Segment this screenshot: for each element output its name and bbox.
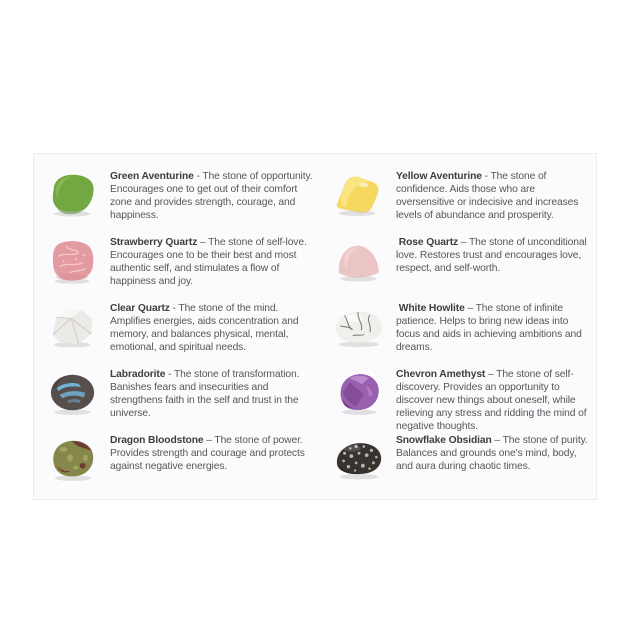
entry-rose-quartz bbox=[330, 234, 596, 300]
stone-meaning-text: The stone of transformation. Banishes fears and insecurities and strengthens faith in the self and trust in the universe. bbox=[110, 369, 300, 419]
clear-quartz-photo bbox=[44, 302, 102, 352]
dash-separator: – bbox=[197, 237, 209, 248]
rose-quartz-photo bbox=[330, 236, 388, 286]
stone-name: Clear Quartz bbox=[110, 303, 170, 314]
stone-name: Rose Quartz bbox=[396, 237, 459, 248]
chevron-amethyst-photo bbox=[330, 368, 388, 418]
strawberry-quartz-stone-image bbox=[44, 236, 102, 286]
dash-separator: - bbox=[193, 171, 203, 182]
stone-name: Labradorite bbox=[110, 369, 166, 380]
entry-chevron-amethyst bbox=[330, 366, 596, 432]
dash-separator: – bbox=[464, 303, 476, 314]
entry-white-howlite bbox=[330, 300, 596, 366]
stone-meaning-text: The stone of infinite patience. Helps to bring new ideas into focus and aids in achieving ambitions and dreams. bbox=[396, 303, 582, 353]
labradorite-photo bbox=[44, 368, 102, 418]
dash-separator: - bbox=[169, 303, 179, 314]
strawberry-quartz-photo bbox=[44, 236, 102, 286]
stone-description-block bbox=[110, 434, 314, 473]
stone-name: Dragon Bloodstone bbox=[110, 435, 204, 446]
crystal-meanings-card bbox=[33, 153, 597, 500]
stone-meaning-text: The stone of self-love. Encourages one to be their best and most authentic self, and stimulates a flow of happiness and joy. bbox=[110, 237, 307, 287]
white-howlite-stone-image bbox=[330, 302, 388, 352]
stone-name: Green Aventurine bbox=[110, 171, 194, 182]
entry-strawberry-quartz bbox=[44, 234, 316, 300]
dash-separator: – bbox=[203, 435, 215, 446]
stone-description-block bbox=[396, 236, 588, 275]
stone-description-block bbox=[110, 236, 314, 288]
stone-description-block bbox=[396, 170, 588, 222]
entry-clear-quartz bbox=[44, 300, 316, 366]
dash-separator: – bbox=[485, 369, 497, 380]
stone-name: Strawberry Quartz bbox=[110, 237, 198, 248]
white-howlite-photo bbox=[330, 302, 388, 352]
stone-meaning-text: The stone of power. Provides strength and courage and protects against negative energies. bbox=[110, 435, 305, 472]
chevron-amethyst-stone-image bbox=[330, 368, 388, 418]
stone-description-block bbox=[110, 302, 314, 354]
dragon-bloodstone-stone-image bbox=[44, 434, 102, 484]
stone-description-block bbox=[110, 170, 314, 222]
stone-description-block bbox=[396, 368, 588, 433]
clear-quartz-stone-image bbox=[44, 302, 102, 352]
stone-meaning-text: The stone of purity. Balances and grounds one's mind, body, and aura during chaotic times. bbox=[396, 435, 588, 472]
yellow-aventurine-photo bbox=[330, 170, 388, 220]
stone-description-block bbox=[110, 368, 314, 420]
dash-separator: - bbox=[165, 369, 174, 380]
labradorite-stone-image bbox=[44, 368, 102, 418]
right-column bbox=[316, 168, 596, 499]
stone-description-block bbox=[396, 434, 588, 473]
entry-dragon-bloodstone bbox=[44, 432, 316, 498]
rose-quartz-stone-image bbox=[330, 236, 388, 286]
yellow-aventurine-stone-image bbox=[330, 170, 388, 220]
entry-snowflake-obsidian bbox=[330, 432, 596, 498]
green-aventurine-stone-image bbox=[44, 170, 102, 220]
dragon-bloodstone-photo bbox=[44, 434, 102, 484]
entry-labradorite bbox=[44, 366, 316, 432]
stone-meaning-text: The stone of opportunity. Encourages one to get out of their comfort zone and provides strength, courage, and happiness. bbox=[110, 171, 313, 221]
entry-green-aventurine bbox=[44, 168, 316, 234]
stone-name: Snowflake Obsidian bbox=[396, 435, 492, 446]
dash-separator: – bbox=[458, 237, 469, 248]
entry-yellow-aventurine bbox=[330, 168, 596, 234]
dash-separator: - bbox=[481, 171, 491, 182]
stone-meaning-text: The stone of self-discovery. Provides an opportunity to discover new things about oneself, while relieving any stress and ridding the mind of negative thoughts. bbox=[396, 369, 587, 432]
stone-meaning-text: The stone of unconditional love. Restores trust and encourages love, respect, and self-worth. bbox=[396, 237, 587, 274]
stone-name: White Howlite bbox=[396, 303, 465, 314]
left-column bbox=[44, 168, 316, 499]
snowflake-obsidian-stone-image bbox=[330, 434, 388, 484]
dash-separator: – bbox=[491, 435, 503, 446]
stone-name: Yellow Aventurine bbox=[396, 171, 482, 182]
stone-meaning-text: The stone of confidence. Aids those who are oversensitive or indecisive and increases levels of abundance and prosperity. bbox=[396, 171, 579, 221]
snowflake-obsidian-photo bbox=[330, 434, 388, 484]
stone-description-block bbox=[396, 302, 588, 354]
stone-name: Chevron Amethyst bbox=[396, 369, 486, 380]
stone-meaning-text: The stone of the mind. Amplifies energies, aids concentration and memory, and balances physical, mental, emotional, and spiritual needs. bbox=[110, 303, 299, 353]
green-aventurine-photo bbox=[44, 170, 102, 220]
